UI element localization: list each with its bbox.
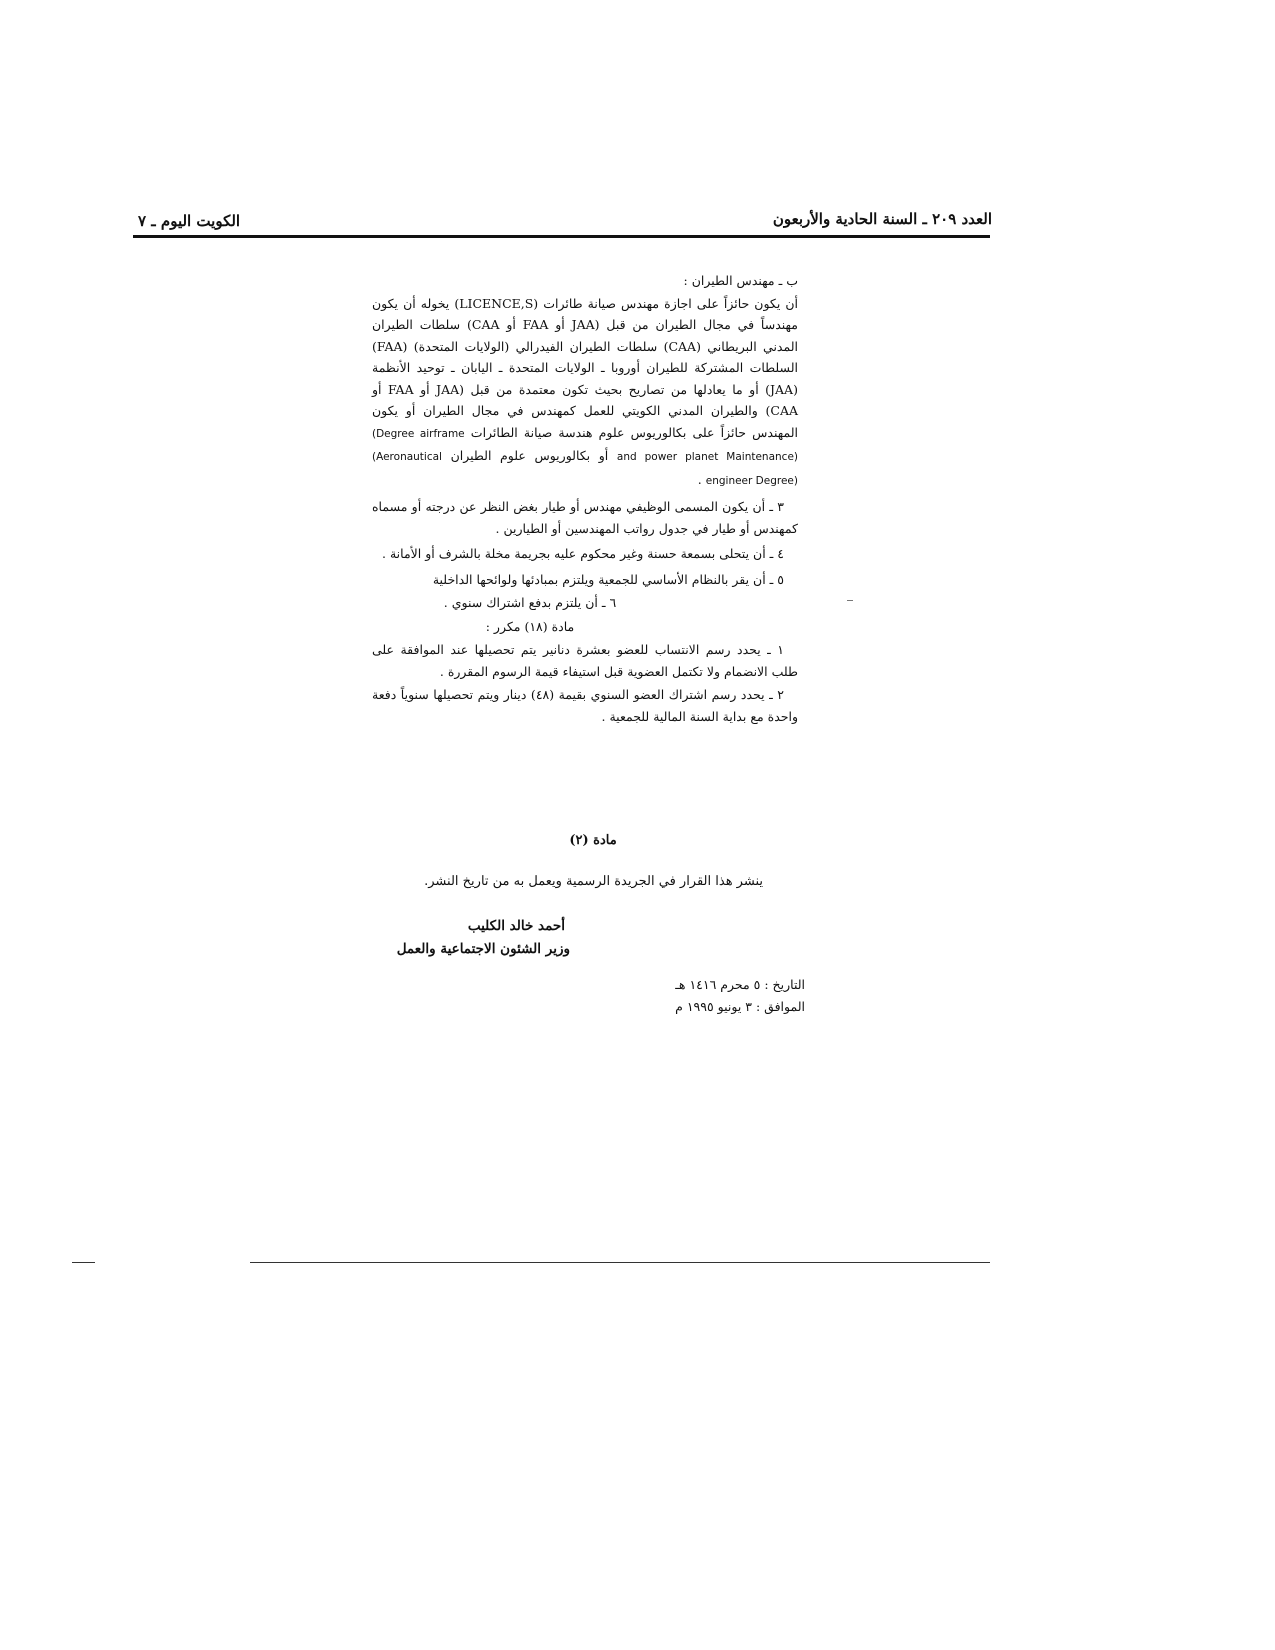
signature-name: أحمد خالد الكليب: [467, 918, 565, 934]
footer-rule-short: [72, 1262, 95, 1263]
paragraph-1b-text: أو بكالوريوس علوم الطيران: [450, 448, 609, 463]
article-2-title: مادة (٢): [569, 833, 617, 848]
scan-mark: [847, 600, 853, 601]
header-issue-line: [138, 212, 240, 230]
clause-1: ١ ـ يحدد رسم الانتساب للعضو بعشرة دنانير يتم تحصيلها عند الموافقة على طلب الانضمام ولا تكتمل العضوية قبل استيفاء قيمة الرسوم المقررة .: [372, 642, 798, 679]
clause-2: ٢ ـ يحدد رسم اشتراك العضو السنوي بقيمة (٤٨) دينار ويتم تحصيلها سنوياً دفعة واحدة مع بداية السنة المالية للجمعية .: [372, 687, 798, 724]
header-publication: الكويت اليوم ـ ٧: [138, 212, 241, 230]
paragraph-1-latin-2: (Aeronautical engineer Degree): [372, 451, 798, 487]
item-5: ٥ ـ أن يقر بالنظام الأساسي للجمعية ويلتزم بمبادئها ولوائحها الداخلية: [432, 571, 784, 587]
item-4: ٤ ـ أن يتحلى بسمعة حسنة وغير محكوم عليه بجريمة مخلة بالشرف أو الأمانة .: [382, 546, 784, 561]
paragraph-1: أن يكون حائزاً على اجازة مهندس صيانة طائرات (LICENCE,S) يخوله أن يكون مهندساً في مجال الطيران من قبل (JAA أو FAA أو CAA) سلطات الطيران المدني البريطاني (CAA) سلطات الطيران الفيدرالي (الولايات المتحدة) (FAA) السلطات المشتركة للطيران أوروبا ـ الولايات المتحدة ـ اليابان ـ توحيد الأنظمة (JAA) أو ما يعادلها من تصاريح بحيث تكون معتمدة من قبل (JAA أو FAA أو CAA) والطيران المدني الكويتي للعمل كمهندس في مجال الطيران أو يكون المهندس حائزاً على بكالوريوس علوم هندسة صيانة الطائرات (Degree airframe and power planet Maintenance) أو بكالوريوس علوم الطيران (Aeronautical engineer Degree) .: [372, 295, 799, 487]
article-2-text: ينشر هذا القرار في الجريدة الرسمية ويعمل به من تاريخ النشر.: [424, 874, 763, 889]
item-6: ٦ ـ أن يلتزم بدفع اشتراك سنوي .: [443, 595, 617, 610]
header-publication-right: [773, 210, 992, 228]
date-hijri: التاريخ : ٥ محرم ١٤١٦ هـ: [675, 977, 805, 992]
footer-rule-long: [250, 1262, 990, 1263]
date-gregorian: الموافق : ٣ يونيو ١٩٩٥ م: [675, 999, 805, 1014]
header-rule: [133, 235, 990, 238]
article-18-title: مادة (١٨) مكرر :: [485, 618, 575, 634]
paragraph-1-latin: (Degree airframe and power planet Maintenance): [372, 427, 799, 463]
subhead: ب ـ مهندس الطيران :: [683, 273, 798, 288]
document-body: [372, 270, 798, 727]
signature-title: وزير الشئون الاجتماعية والعمل: [396, 941, 570, 957]
paragraph-1-text: أن يكون حائزاً على اجازة مهندس صيانة طائرات (LICENCE,S) يخوله أن يكون مهندساً في مجال الطيران من قبل (JAA أو FAA أو CAA) سلطات الطيران المدني البريطاني (CAA) سلطات الطيران الفيدرالي (الولايات المتحدة) (FAA) السلطات المشتركة للطيران أوروبا ـ الولايات المتحدة ـ اليابان ـ توحيد الأنظمة (JAA) أو ما يعادلها من تصاريح بحيث تكون معتمدة من قبل (JAA أو FAA أو CAA) والطيران المدني الكويتي للعمل كمهندس في مجال الطيران أو يكون المهندس حائزاً على بكالوريوس علوم هندسة صيانة الطائرات: [372, 295, 798, 440]
header-issue: العدد ٢٠٩ ـ السنة الحادية والأربعون: [772, 210, 992, 228]
item-3: ٣ ـ أن يكون المسمى الوظيفي مهندس أو طيار بغض النظر عن درجته أو مسماه كمهندس أو طيار في جدول رواتب المهندسين أو الطيارين .: [372, 499, 798, 536]
